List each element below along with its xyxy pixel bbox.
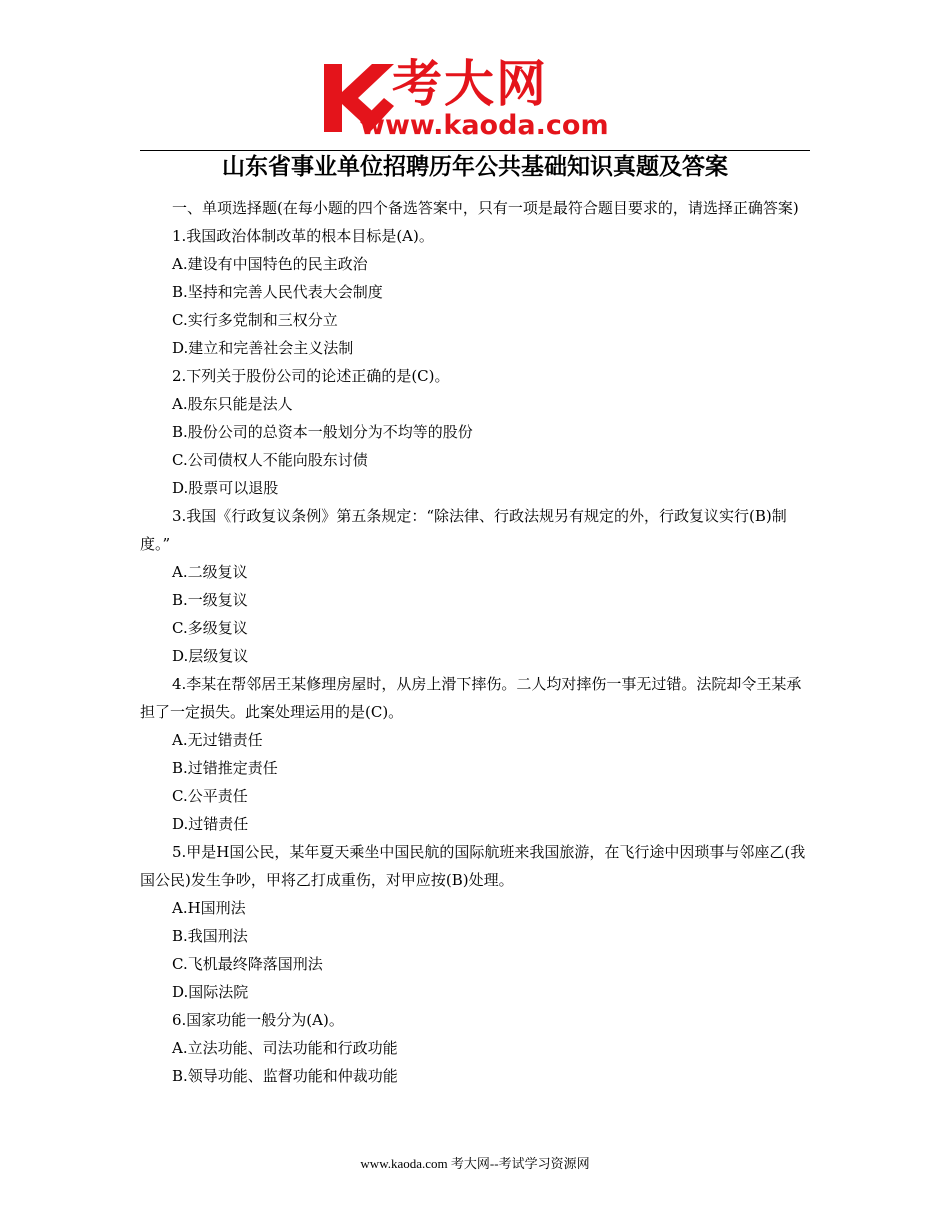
question-stem: 3.我国《行政复议条例》第五条规定：“除法律、行政法规另有规定的外，行政复议实行(B)制度。” [140, 507, 787, 553]
logo-brand-name: 考大网 [392, 55, 548, 113]
header-rule [140, 150, 810, 151]
question-option: A.H国刑法 [172, 899, 246, 917]
question-option: C.公司债权人不能向股东讨债 [172, 451, 368, 469]
question-option: B.股份公司的总资本一般划分为不均等的股份 [172, 423, 473, 441]
question-option: B.一级复议 [172, 591, 248, 609]
question-option: A.股东只能是法人 [172, 395, 293, 413]
question-option: C.公平责任 [172, 787, 248, 805]
question-option: A.无过错责任 [172, 731, 263, 749]
question-option: A.二级复议 [172, 563, 248, 581]
question-option: A.建设有中国特色的民主政治 [172, 255, 368, 273]
page-footer: www.kaoda.com 考大网--考试学习资源网 [360, 1156, 590, 1171]
question-option: D.过错责任 [172, 815, 249, 833]
question-option: C.多级复议 [172, 619, 248, 637]
question-option: C.飞机最终降落国刑法 [172, 955, 323, 973]
document-title: 山东省事业单位招聘历年公共基础知识真题及答案 [222, 154, 728, 180]
question-option: D.层级复议 [172, 647, 249, 665]
question-option: A.立法功能、司法功能和行政功能 [172, 1039, 398, 1057]
question-option: B.坚持和完善人民代表大会制度 [172, 283, 383, 301]
question-option: B.过错推定责任 [172, 759, 278, 777]
question-option: C.实行多党制和三权分立 [172, 311, 338, 329]
question-stem: 1.我国政治体制改革的根本目标是(A)。 [172, 227, 434, 245]
question-option: D.国际法院 [172, 983, 249, 1001]
question-option: B.我国刑法 [172, 927, 248, 945]
question-stem: 4.李某在帮邻居王某修理房屋时，从房上滑下摔伤。二人均对摔伤一事无过错。法院却令王某承担了一定损失。此案处理运用的是(C)。 [140, 675, 802, 721]
question-stem: 5.甲是H国公民，某年夏天乘坐中国民航的国际航班来我国旅游，在飞行途中因琐事与邻座乙(我国公民)发生争吵，甲将乙打成重伤，对甲应按(B)处理。 [140, 843, 806, 889]
question-stem: 2.下列关于股份公司的论述正确的是(C)。 [172, 367, 450, 385]
section-intro: 一、单项选择题(在每小题的四个备选答案中，只有一项是最符合题目要求的，请选择正确答案) [172, 199, 799, 217]
question-stem: 6.国家功能一般分为(A)。 [172, 1011, 344, 1029]
question-option: D.股票可以退股 [172, 479, 279, 497]
document-body [140, 194, 812, 1090]
question-option: B.领导功能、监督功能和仲裁功能 [172, 1067, 398, 1085]
kaoda-logo [320, 55, 640, 142]
question-option: D.建立和完善社会主义法制 [172, 339, 354, 357]
logo-url: www.kaoda.com [360, 110, 609, 141]
